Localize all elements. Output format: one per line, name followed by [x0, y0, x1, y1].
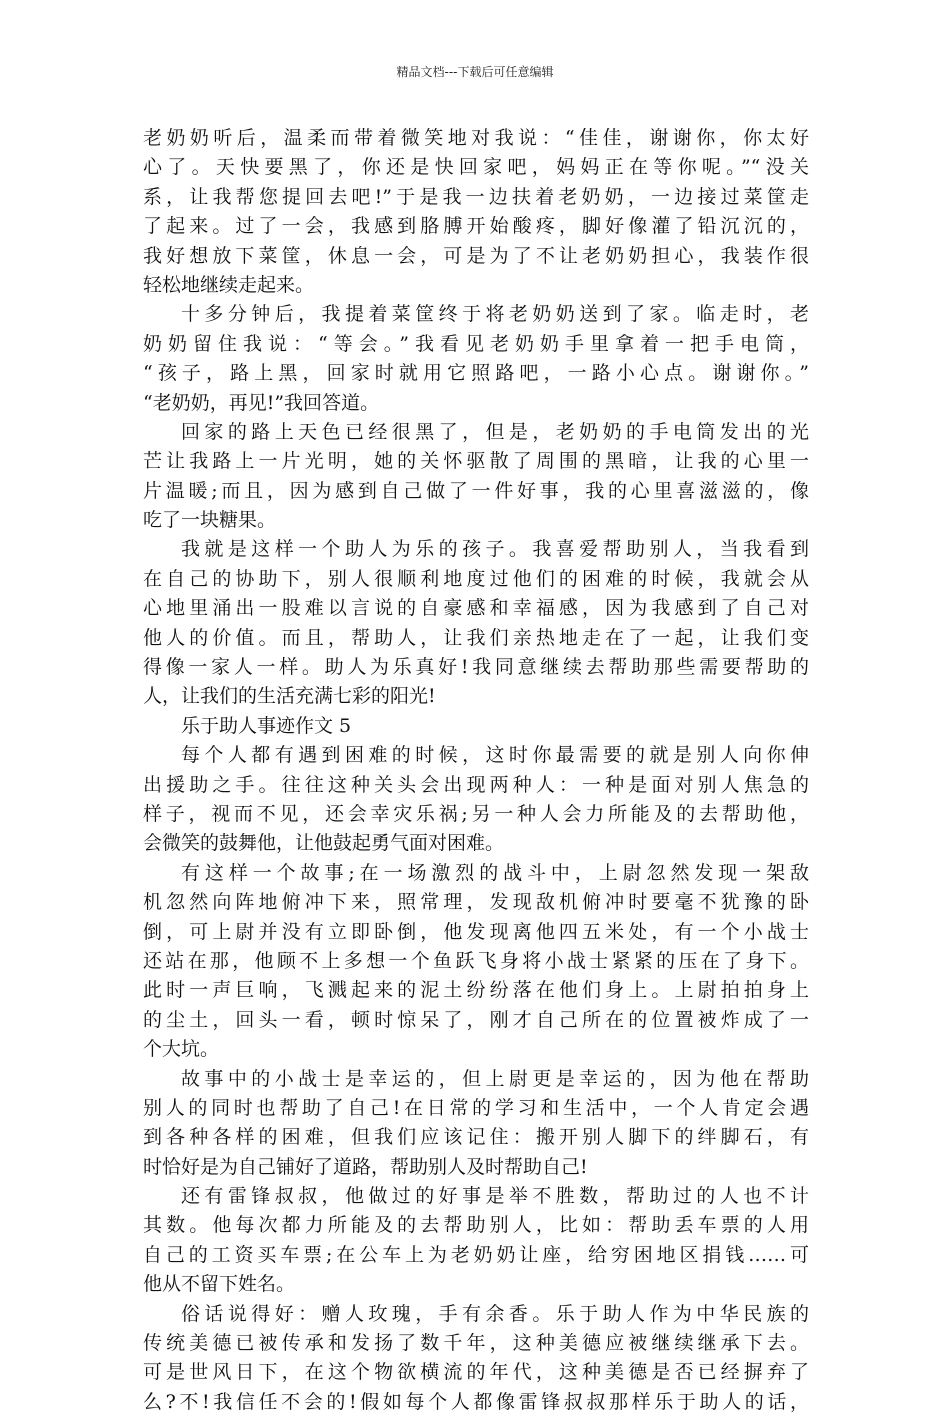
text-line: 可是世风日下，在这个物欲横流的年代，这种美德是否已经摒弃了 [143, 1361, 809, 1384]
text-line: 心地里涌出一股难以言说的自豪感和幸福感，因为我感到了自己对 [143, 597, 809, 620]
text-line: 到各种各样的困难，但我们应该记住：搬开别人脚下的绊脚石，有 [143, 1126, 809, 1149]
text-line: 会微笑的鼓舞他，让他鼓起勇气面对困难。 [143, 832, 505, 855]
paragraph-start-line: 还有雷锋叔叔，他做过的好事是举不胜数，帮助过的人也不计 [181, 1185, 809, 1208]
text-line: 其数。他每次都力所能及的去帮助别人，比如：帮助丢车票的人用 [143, 1214, 809, 1237]
text-line: 自己的工资买车票;在公车上为老奶奶让座，给穷困地区捐钱……可 [143, 1243, 809, 1266]
text-line: “孩子，路上黑，回家时就用它照路吧，一路小心点。谢谢你。” [143, 362, 809, 385]
text-line: 在自己的协助下，别人很顺利地度过他们的困难的时候，我就会从 [143, 567, 809, 590]
paragraph-start-line: 十多分钟后，我提着菜筐终于将老奶奶送到了家。临走时，老 [181, 303, 809, 326]
text-line: 芒让我路上一片光明，她的关怀驱散了周围的黑暗，让我的心里一 [143, 450, 809, 473]
text-line: 的尘土，回头一看，顿时惊呆了，刚才自己所在的位置被炸成了一 [143, 1008, 809, 1031]
paragraph-start-line: 有这样一个故事;在一场激烈的战斗中，上尉忽然发现一架敌 [181, 861, 809, 884]
text-line: 奶奶留住我说：“等会。”我看见老奶奶手里拿着一把手电筒， [143, 332, 809, 355]
page-header: 精品文档---下载后可任意编辑 [396, 65, 554, 79]
document-body [143, 124, 809, 1417]
text-line: 样子，视而不见，还会幸灾乐祸;另一种人会力所能及的去帮助他， [143, 802, 809, 825]
paragraph-start-line: 回家的路上天色已经很黑了，但是，老奶奶的手电筒发出的光 [181, 420, 809, 443]
text-line: 么?不!我信任不会的!假如每个人都像雷锋叔叔那样乐于助人的话， [143, 1390, 809, 1413]
text-line: 人，让我们的生活充满七彩的阳光! [143, 685, 436, 708]
text-line: 出援助之手。往往这种关头会出现两种人：一种是面对别人焦急的 [143, 773, 809, 796]
text-line: 吃了一块糖果。 [143, 509, 277, 532]
text-line: 心了。天快要黑了，你还是快回家吧，妈妈正在等你呢。”“没关 [143, 156, 809, 179]
text-line: 系，让我帮您提回去吧!”于是我一边扶着老奶奶，一边接过菜筐走 [143, 185, 809, 208]
text-line: 老奶奶听后，温柔而带着微笑地对我说：“佳佳，谢谢你，你太好 [143, 127, 809, 149]
text-line: 他从不留下姓名。 [143, 1273, 296, 1296]
text-line: 了起来。过了一会，我感到胳膊开始酸疼，脚好像灌了铅沉沉的， [143, 215, 809, 238]
text-line: 他人的价值。而且，帮助人，让我们亲热地走在了一起，让我们变 [143, 626, 809, 649]
paragraph-start-line: 俗话说得好：赠人玫瑰，手有余香。乐于助人作为中华民族的 [181, 1302, 809, 1325]
text-line: “老奶奶，再见!”我回答道。 [143, 391, 380, 414]
paragraph-start-line: 故事中的小战士是幸运的，但上尉更是幸运的，因为他在帮助 [181, 1067, 809, 1090]
paragraph-start-line: 乐于助人事迹作文 5 [181, 714, 352, 737]
text-line: 得像一家人一样。助人为乐真好!我同意继续去帮助那些需要帮助的 [143, 656, 809, 679]
text-line: 我好想放下菜筐，休息一会，可是为了不让老奶奶担心，我装作很 [143, 244, 809, 267]
text-line: 机忽然向阵地俯冲下来，照常理，发现敌机俯冲时要毫不犹豫的卧 [143, 891, 809, 914]
text-line: 还站在那，他顾不上多想一个鱼跃飞身将小战士紧紧的压在了身下。 [143, 949, 809, 972]
text-line: 个大坑。 [143, 1038, 220, 1061]
text-line: 时恰好是为自己铺好了道路，帮助别人及时帮助自己! [143, 1155, 588, 1178]
text-line: 此时一声巨响，飞溅起来的泥土纷纷落在他们身上。上尉拍拍身上 [143, 979, 809, 1002]
text-line: 传统美德已被传承和发扬了数千年，这种美德应被继续继承下去。 [143, 1332, 809, 1355]
text-line: 倒，可上尉并没有立即卧倒，他发现离他四五米处，有一个小战士 [143, 920, 809, 943]
text-line: 片温暖;而且，因为感到自己做了一件好事，我的心里喜滋滋的，像 [143, 479, 809, 502]
paragraph-start-line: 每个人都有遇到困难的时候，这时你最需要的就是别人向你伸 [181, 744, 809, 767]
text-line: 别人的同时也帮助了自己!在日常的学习和生活中，一个人肯定会遇 [143, 1096, 809, 1119]
text-line: 轻松地继续走起来。 [143, 273, 315, 296]
paragraph-start-line: 我就是这样一个助人为乐的孩子。我喜爱帮助别人，当我看到 [181, 538, 809, 561]
